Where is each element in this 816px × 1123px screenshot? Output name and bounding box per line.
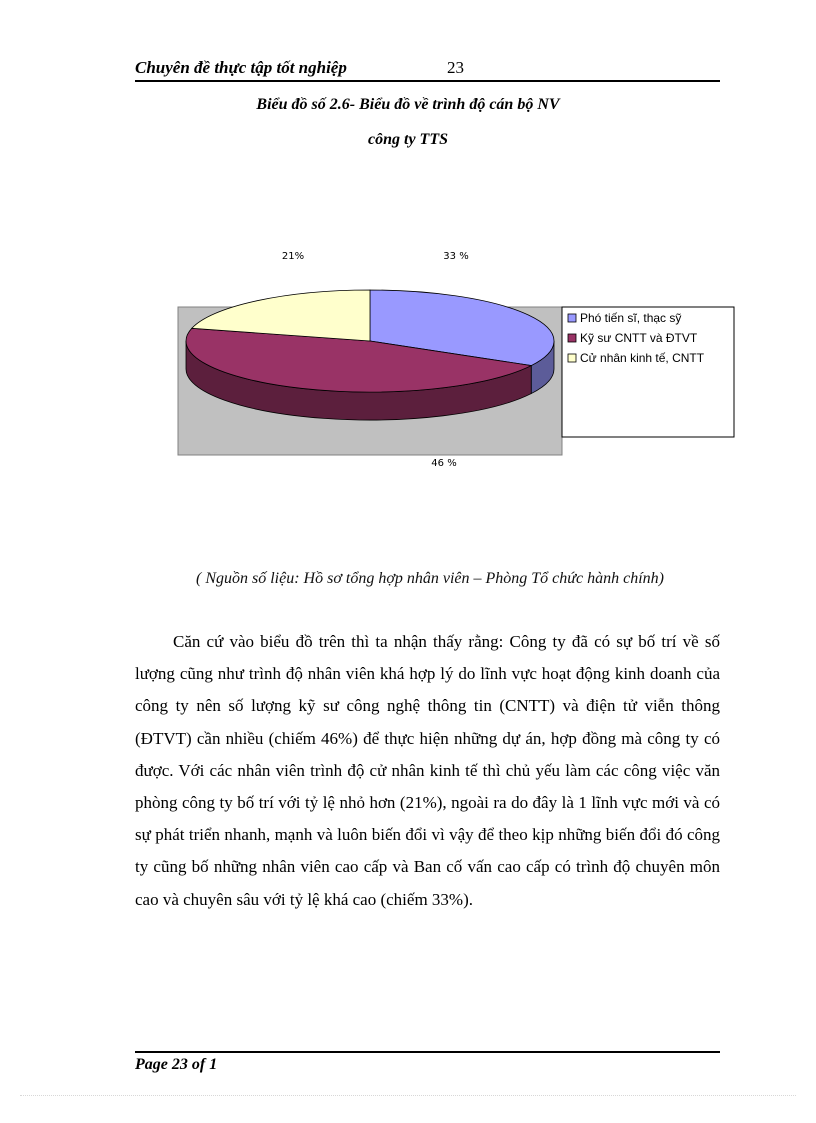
legend-phd-label: Phó tiến sĩ, thạc sỹ: [580, 311, 682, 325]
legend-bachelor-label: Cử nhân kinh tế, CNTT: [580, 351, 705, 365]
legend-engineer-swatch: [568, 334, 576, 342]
page-header: [135, 58, 720, 82]
legend-bachelor-swatch: [568, 354, 576, 362]
label-bachelor: 21%: [281, 251, 305, 262]
footer-rule: [135, 1051, 720, 1053]
footer-page-label: Page 23 of 1: [135, 1056, 218, 1073]
label-phd: 33 %: [443, 251, 469, 262]
chart-title-line2: công ty TTS: [368, 131, 448, 148]
body-paragraph: Căn cứ vào biểu đồ trên thì ta nhận thấy rằng: Công ty đã có sự bố trí về số lượng cũng như trình độ nhân viên khá hợp lý do lĩnh vực hoạt động kinh doanh của công ty nên số lượng kỹ sư công nghệ thông tin (CNTT) và điện tử viễn thông (ĐTVT) cần nhiều (chiếm 46%) để thực hiện những dự án, hợp đồng mà công ty có được. Với các nhân viên trình độ cử nhân kinh tế thì chủ yếu làm các công việc văn phòng công ty bố trí với tỷ lệ nhỏ hơn (21%), ngoài ra do đây là 1 lĩnh vực mới và có sự phát triển nhanh, mạnh và luôn biến đổi vì vậy để theo kịp những biến đổi đó công ty cũng bố những nhân viên cao cấp và Ban cố vấn cao cấp có trình độ chuyên môn cao và chuyên sâu với tỷ lệ khá cao (chiếm 33%).: [135, 632, 720, 909]
header-page-number: 23: [447, 58, 464, 77]
chart-title-line1: Biểu đồ số 2.6- Biểu đồ về trình độ cán bộ NV: [256, 96, 560, 113]
legend-box: [562, 307, 734, 437]
source-note: ( Nguồn số liệu: Hồ sơ tổng hợp nhân viên – Phòng Tổ chức hành chính): [196, 570, 664, 587]
chart-legend: [562, 307, 734, 437]
label-engineer: 46 %: [431, 458, 457, 469]
page-edge: [20, 1095, 796, 1096]
header-title: Chuyên đề thực tập tốt nghiệp: [135, 58, 347, 77]
legend-phd-swatch: [568, 314, 576, 322]
pie-chart: [176, 245, 736, 475]
legend-engineer-label: Kỹ sư CNTT và ĐTVT: [580, 331, 698, 345]
